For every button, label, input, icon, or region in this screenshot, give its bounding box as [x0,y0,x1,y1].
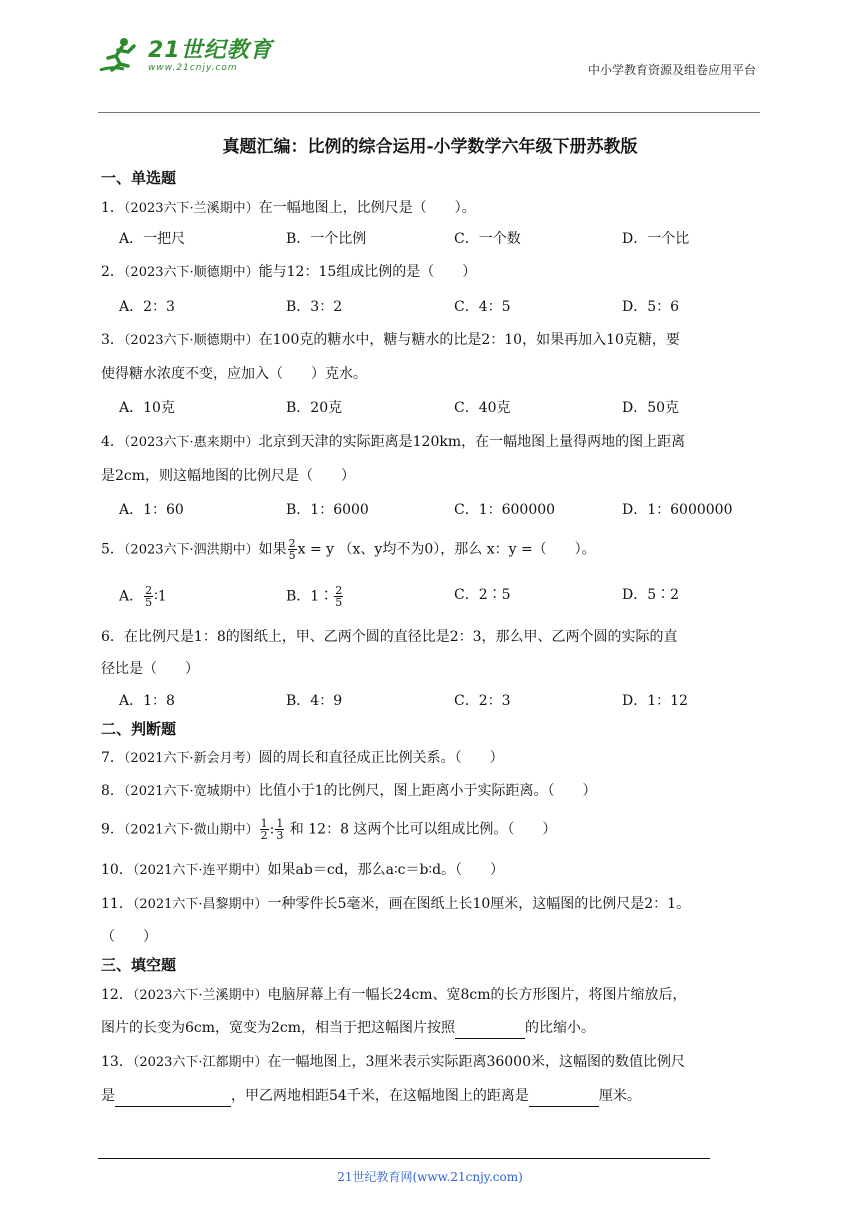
q1-option-c[interactable]: C．一个数 [454,231,521,247]
question-8 [101,781,597,802]
q2-option-b[interactable]: B．3：2 [286,299,343,315]
header-divider [98,112,760,113]
q6-option-d[interactable]: D．1：12 [622,693,688,709]
question-1 [101,198,476,219]
question-text: 在100克的糖水中，糖与糖水的比是2：10，如果再加入10克糖，要 [258,332,680,348]
question-12-continued: 图片的长变为6cm，宽变为2cm，相当于把这幅图片按照 的比缩小。 [101,1018,595,1039]
question-text: 北京到天津的实际距离是120km，在一幅地图上量得两地的图上距离 [258,434,686,450]
question-4 [101,432,685,453]
question-number: 6． [101,629,124,645]
question-13-continued: 是 ，甲乙两地相距54千米，在这幅地图上的距离是 厘米。 [101,1086,641,1107]
question-number: 10． [101,862,133,878]
question-number: 11． [101,896,133,912]
logo-url: www.21cnjy.com [148,63,238,73]
platform-name: 中小学教育资源及组卷应用平台 [587,63,756,77]
question-source: （2021六下·宽城期中） [123,784,259,799]
question-text: 圆的周长和直径成正比例关系。（ ） [258,750,504,766]
q1-option-d[interactable]: D．一个比 [622,231,690,247]
q2-option-c[interactable]: C．4：5 [454,299,511,315]
q5-option-c[interactable]: C．2∶5 [454,587,511,603]
question-text: 电脑屏幕上有一幅长24cm、宽8cm的长方形图片，将图片缩放后， [267,987,687,1003]
question-source: （2023六下·泗洪期中） [123,542,259,558]
question-number: 9． [101,821,124,838]
fraction-two-fifths: $\frac{2}{5}$ [288,537,296,562]
document-title: 真题汇编：比例的综合运用-小学数学六年级下册苏教版 [222,137,638,157]
question-text: 如果ab＝cd，那么a∶c＝b∶d。（ ） [267,862,505,878]
q3-option-d[interactable]: D．50克 [622,400,680,416]
question-text-pre: 如果 [258,541,287,558]
question-number: 13． [101,1054,133,1070]
question-11-continued: （ ） [101,929,157,945]
q3-option-b[interactable]: B．20克 [286,400,343,416]
footer-divider [98,1158,710,1159]
running-figure-logo-icon [98,36,144,76]
page-header [98,34,760,82]
question-6-continued: 径比是（ ） [101,661,199,677]
question-text: 和 12：8 这两个比可以组成比例。（ ） [285,821,557,838]
q3-option-a[interactable]: A．10克 [119,400,175,416]
question-text: 在一幅地图上，比例尺是（ ）。 [258,200,476,216]
q3-option-c[interactable]: C．40克 [454,400,511,416]
q5-option-a[interactable]: A． $\frac{2}{5}$ ∶1 [119,584,167,609]
question-12 [101,985,687,1006]
question-source: （2023六下·顺德期中） [123,265,259,280]
q6-option-b[interactable]: B．4：9 [286,693,343,709]
logo-wordmark: 21世纪教育 [148,38,273,63]
question-3 [101,330,680,351]
fraction-two-fifths: $\frac{2}{5}$ [335,584,343,609]
answer-blank[interactable] [529,1086,599,1107]
section-heading-fill-blank: 三、填空题 [101,956,177,974]
question-text: 在一幅地图上，3厘米表示实际距离36000米，这幅图的数值比例尺 [267,1054,685,1070]
question-source: （2023六下·顺德期中） [123,333,259,348]
question-number: 4． [101,434,124,450]
question-source: （2021六下·新会月考） [123,751,259,766]
q4-option-a[interactable]: A．1：60 [119,502,184,518]
question-source: （2023六下·兰溪期中） [132,988,268,1003]
question-2 [101,262,476,283]
question-6 [101,627,678,647]
question-number: 7． [101,750,124,766]
question-11 [101,894,690,915]
question-number: 12． [101,987,133,1003]
question-source: （2023六下·江都期中） [132,1055,268,1070]
question-number: 8． [101,783,124,799]
question-source: （2021六下·连平期中） [132,863,268,878]
question-source: （2023六下·惠来期中） [123,435,259,450]
question-text: 一种零件长5毫米，画在图纸上长10厘米，这幅图的比例尺是2：1。 [267,896,691,912]
section-heading-true-false: 二、判断题 [101,720,177,738]
q4-option-c[interactable]: C．1：600000 [454,502,556,518]
question-9: 9．（2021六下·微山期中） $\frac{1}{2}$ : $\frac{1}{3}$ 和 12：8 这两个比可以组成比例。（ ） [101,817,557,842]
question-source: （2021六下·昌黎期中） [132,897,268,912]
question-13 [101,1052,685,1073]
fraction-one-third: $\frac{1}{3}$ [276,817,284,842]
question-5 [101,538,596,561]
q6-option-c[interactable]: C．2：3 [454,693,511,709]
q5-option-b[interactable]: B．1∶ $\frac{2}{5}$ [286,584,343,609]
q6-option-a[interactable]: A．1：8 [119,693,175,709]
section-heading-single-choice: 一、单选题 [101,169,177,187]
footer-link[interactable]: 21世纪教育网(www.21cnjy.com) [337,1170,523,1184]
question-text: 比值小于1的比例尺，图上距离小于实际距离。（ ） [258,783,597,799]
q2-option-d[interactable]: D．5：6 [622,299,680,315]
answer-blank[interactable] [455,1018,525,1039]
q2-option-a[interactable]: A．2：3 [119,299,175,315]
question-text: 在比例尺是1：8的图纸上，甲、乙两个圆的直径比是2：3，那么甲、乙两个圆的实际的直 [123,629,678,645]
question-number: 5． [101,541,124,558]
q5-option-d[interactable]: D．5∶2 [622,587,680,603]
q1-option-b[interactable]: B．一个比例 [286,231,367,247]
question-source: （2023六下·兰溪期中） [123,201,259,216]
question-text-post: x = y （x、y均不为0），那么 x：y =（ ）。 [297,541,596,558]
question-source: （2021六下·微山期中） [123,822,259,838]
question-number: 1． [101,200,124,216]
site-logo[interactable] [98,34,273,78]
question-10 [101,860,504,881]
q4-option-d[interactable]: D．1：6000000 [622,502,733,518]
question-number: 3． [101,332,124,348]
question-number: 2． [101,264,124,280]
fraction-one-half: $\frac{1}{2}$ [260,817,268,842]
q1-option-a[interactable]: A．一把尺 [119,231,186,247]
answer-blank[interactable] [115,1086,231,1107]
question-7 [101,748,504,769]
question-text: 能与12：15组成比例的是（ ） [258,264,477,280]
question-3-continued: 使得糖水浓度不变，应加入（ ）克水。 [101,366,367,382]
question-4-continued: 是2cm，则这幅地图的比例尺是（ ） [101,468,356,484]
fraction-two-fifths: $\frac{2}{5}$ [145,584,153,609]
q4-option-b[interactable]: B．1：6000 [286,502,369,518]
